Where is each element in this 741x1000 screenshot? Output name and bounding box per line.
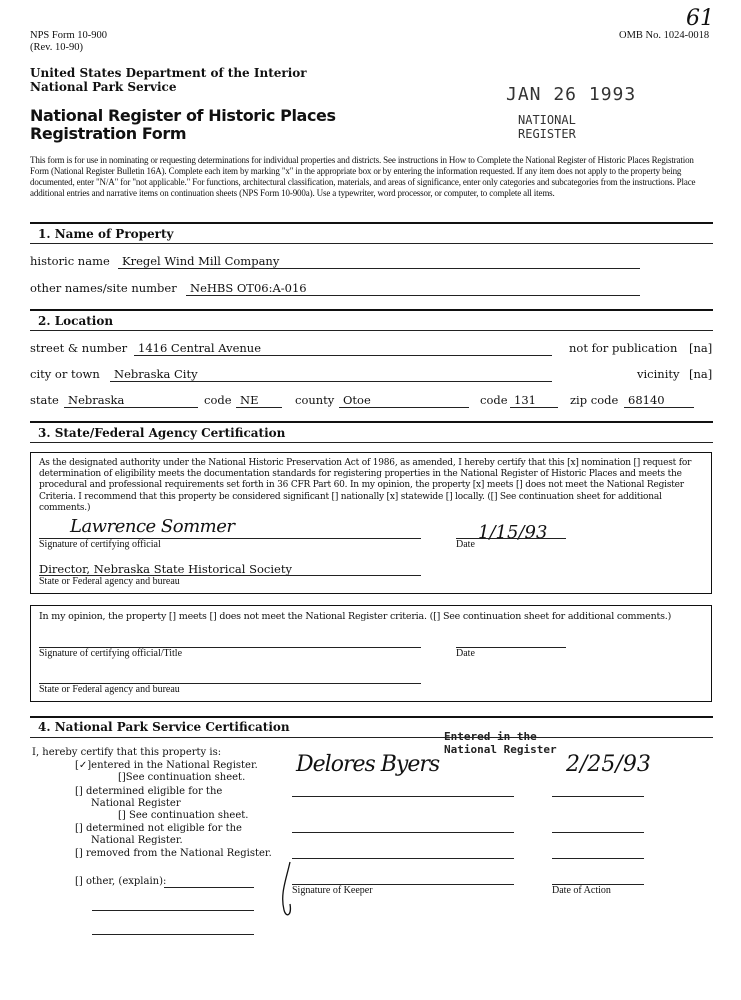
street-value: 1416 Central Avenue <box>138 341 262 355</box>
section1-underline <box>30 243 713 244</box>
eligible-option-line2: National Register <box>91 798 181 809</box>
state-line <box>64 407 198 408</box>
not-eligible-option: [] determined not eligible for the <box>75 823 242 834</box>
street-line <box>134 355 552 356</box>
nps-intro: I, hereby certify that this property is: <box>32 747 222 758</box>
action-date-label: Date of Action <box>552 885 611 896</box>
other-explain-line3 <box>92 934 254 935</box>
eligible-continuation: [] See continuation sheet. <box>118 810 249 821</box>
section3-title: 3. State/Federal Agency Certification <box>38 426 286 440</box>
vicinity-value: [na] <box>689 367 713 381</box>
keeper-initial-mark <box>276 860 302 922</box>
street-label: street & number <box>30 341 128 355</box>
date2-label: Date <box>456 648 475 659</box>
action-date-value: 2/25/93 <box>566 752 651 777</box>
instructions: This form is for use in nominating or requesting determinations for individual properties and districts. See instructions in How to Complete the National Register of Historic Places Registration Form (National Register Bulletin 16A). Complete each item by marking "x" in the appropriate box or by entering the information requested. If any item does not apply to the property being documented, enter "N/A" for "not applicable." For functions, architectural classification, materials, and areas of significance, enter only categories and subcategories from the instructions. Place additional entries and narrative items on continuation sheets (NPS Form 10-900a). Use a typewriter, word processor, or computer, to complete all items. <box>30 155 696 198</box>
state-code-label: code <box>204 393 232 407</box>
service: National Park Service <box>30 80 177 94</box>
county-label: county <box>295 393 335 407</box>
other-names-line <box>186 295 640 296</box>
city-value: Nebraska City <box>114 367 198 381</box>
state-code-value: NE <box>240 393 259 407</box>
section4-underline <box>30 737 713 738</box>
keeper-line-2 <box>292 832 514 833</box>
county-code-value: 131 <box>514 393 536 407</box>
certification-date-value: 1/15/93 <box>478 522 548 543</box>
section2-rule <box>30 309 713 311</box>
other-explain-line1 <box>164 887 254 888</box>
city-label: city or town <box>30 367 100 381</box>
section2-title: 2. Location <box>38 314 114 328</box>
eligible-option: [] determined eligible for the <box>75 786 223 797</box>
signature2-label: Signature of certifying official/Title <box>39 648 183 659</box>
not-for-publication-value: [na] <box>689 341 713 355</box>
received-stamp-line1: NATIONAL <box>518 113 576 127</box>
keeper-label: Signature of Keeper <box>292 885 373 896</box>
form-number: NPS Form 10-900 <box>30 30 108 41</box>
section1-title: 1. Name of Property <box>38 227 174 241</box>
section1-rule <box>30 222 713 224</box>
historic-name-value: Kregel Wind Mill Company <box>122 254 280 268</box>
other-names-value: NeHBS OT06:A-016 <box>190 281 307 295</box>
section3-underline <box>30 442 713 443</box>
date-label: Date <box>456 539 475 550</box>
agency-label: State or Federal agency and bureau <box>39 576 180 587</box>
entered-continuation: []See continuation sheet. <box>118 772 246 783</box>
section4-title: 4. National Park Service Certification <box>38 720 290 734</box>
county-line <box>339 407 469 408</box>
form-title: National Register of Historic Places <box>30 106 336 125</box>
form-revision: (Rev. 10-90) <box>30 42 83 53</box>
omb-number: OMB No. 1024-0018 <box>619 30 710 41</box>
county-code-line <box>510 407 558 408</box>
removed-option: [] removed from the National Register. <box>75 848 272 859</box>
keeper-line-1 <box>292 796 514 797</box>
city-line <box>110 381 552 382</box>
county-value: Otoe <box>343 393 371 407</box>
received-stamp-date: JAN 26 1993 <box>506 84 637 105</box>
section3-rule <box>30 421 713 423</box>
certifying-signature: Lawrence Sommer <box>70 516 235 537</box>
keeper-signature: Delores Byers <box>296 752 440 777</box>
not-for-publication-label: not for publication <box>569 341 678 355</box>
entered-stamp-line2: National Register <box>444 743 557 756</box>
zip-line <box>624 407 694 408</box>
other-explain-line2 <box>92 910 254 911</box>
agency2-label: State or Federal agency and bureau <box>39 684 180 695</box>
form-subtitle: Registration Form <box>30 124 187 143</box>
page-mark: 61 <box>686 6 714 31</box>
section4-rule <box>30 716 713 718</box>
zip-value: 68140 <box>628 393 665 407</box>
keeper-line-3 <box>292 858 514 859</box>
received-stamp-line2: REGISTER <box>518 127 576 141</box>
agency-value: Director, Nebraska State Historical Society <box>39 562 292 576</box>
other-names-label: other names/site number <box>30 281 177 295</box>
zip-label: zip code <box>570 393 619 407</box>
state-value: Nebraska <box>68 393 125 407</box>
certification-text: As the designated authority under the National Historic Preservation Act of 1986, as amended, I hereby certify that this [x] nomination [] request for determination of eligibility meets the documentation standards for registering properties in the National Register of Historic Places and meets the procedural and professional requirements set forth in 36 CFR Part 60. In my opinion, the property [x] meets [] does not meet the National Register Criteria. I recommend that this property be considered significant [] nationally [x] statewide [] locally. ([] See continuation sheet for additional comments.) <box>39 458 692 513</box>
county-code-label: code <box>480 393 508 407</box>
entered-stamp-line1: Entered in the <box>444 730 537 743</box>
signature-label: Signature of certifying official <box>39 539 161 550</box>
vicinity-label: vicinity <box>637 367 680 381</box>
section2-underline <box>30 330 713 331</box>
action-date-line-3 <box>552 858 644 859</box>
opinion-text: In my opinion, the property [] meets [] does not meet the National Register criteria. ([] See continuation sheet for additional comments.) <box>39 611 672 622</box>
other-option: [] other, (explain): <box>75 876 167 887</box>
action-date-line-1 <box>552 796 644 797</box>
action-date-line-2 <box>552 832 644 833</box>
historic-name-line <box>118 268 640 269</box>
not-eligible-option-line2: National Register. <box>91 835 183 846</box>
entered-option: [✓]entered in the National Register. <box>75 760 258 771</box>
state-label: state <box>30 393 59 407</box>
state-code-line <box>236 407 282 408</box>
historic-name-label: historic name <box>30 254 110 268</box>
department: United States Department of the Interior <box>30 66 307 80</box>
